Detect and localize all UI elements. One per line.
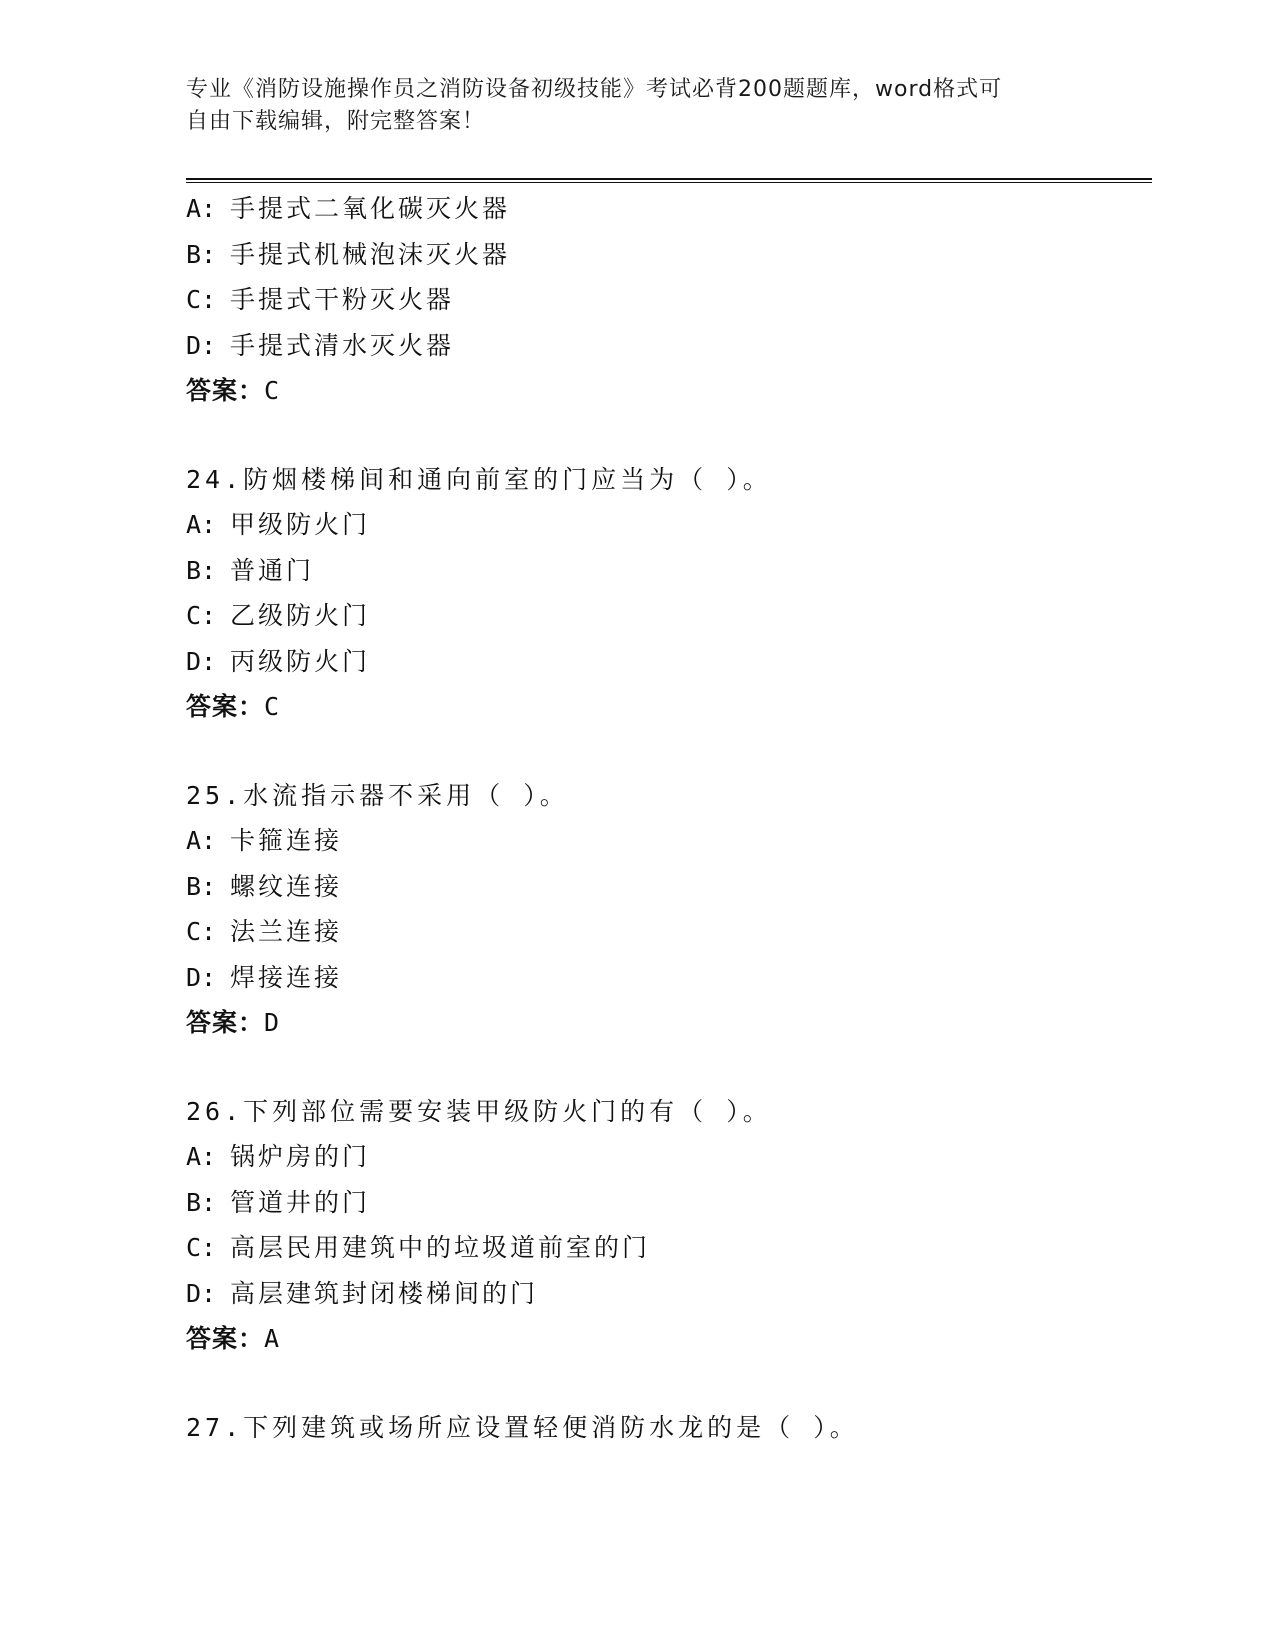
answer-label: 答案： bbox=[186, 376, 265, 405]
question-text: 25.水流指示器不采用（ ）。 bbox=[186, 780, 569, 810]
option-label: C: bbox=[186, 1233, 217, 1262]
option-label: B: bbox=[186, 239, 217, 269]
option-text: 乙级防火门 bbox=[230, 601, 371, 630]
option-d bbox=[186, 955, 1146, 1001]
option-label: B: bbox=[186, 555, 217, 585]
answer-label: 答案： bbox=[186, 692, 265, 721]
option-text: 甲级防火门 bbox=[230, 510, 371, 539]
option-b bbox=[186, 1180, 1146, 1226]
answer-line bbox=[186, 1000, 1146, 1046]
answer-value: C bbox=[264, 376, 281, 405]
option-text: 手提式干粉灭火器 bbox=[230, 285, 455, 314]
answer-value: A bbox=[264, 1324, 281, 1353]
answer-label: 答案： bbox=[186, 1324, 265, 1353]
option-a bbox=[186, 502, 1146, 548]
option-text: 螺纹连接 bbox=[230, 871, 343, 901]
option-label: D: bbox=[186, 962, 217, 992]
option-a bbox=[186, 818, 1146, 864]
option-text: 管道井的门 bbox=[230, 1187, 371, 1217]
option-text: 手提式清水灭火器 bbox=[230, 330, 455, 360]
question-text: 24.防烟楼梯间和通向前室的门应当为（ ）。 bbox=[186, 464, 772, 494]
option-text: 高层民用建筑中的垃圾道前室的门 bbox=[230, 1233, 651, 1262]
option-label: B: bbox=[186, 1187, 217, 1217]
option-label: D: bbox=[186, 1278, 217, 1308]
answer-line bbox=[186, 1316, 1146, 1362]
question-list bbox=[186, 186, 1146, 1450]
question-26 bbox=[186, 1089, 1146, 1362]
option-c bbox=[186, 277, 1146, 323]
option-c bbox=[186, 593, 1146, 639]
option-text: 卡箍连接 bbox=[230, 826, 343, 855]
answer-line bbox=[186, 684, 1146, 730]
option-label: C: bbox=[186, 285, 217, 314]
option-text: 焊接连接 bbox=[230, 962, 343, 992]
option-text: 丙级防火门 bbox=[230, 646, 371, 676]
option-label: A: bbox=[186, 1142, 217, 1171]
option-b bbox=[186, 232, 1146, 278]
option-label: A: bbox=[186, 826, 217, 855]
question-24 bbox=[186, 457, 1146, 730]
header-line-2: 自由下载编辑，附完整答案！ bbox=[186, 109, 486, 134]
question-27 bbox=[186, 1405, 1146, 1451]
answer-line bbox=[186, 368, 1146, 414]
option-a bbox=[186, 186, 1146, 232]
option-c bbox=[186, 909, 1146, 955]
option-c bbox=[186, 1225, 1146, 1271]
option-text: 锅炉房的门 bbox=[230, 1142, 371, 1171]
option-a bbox=[186, 1134, 1146, 1180]
option-b bbox=[186, 864, 1146, 910]
question-25 bbox=[186, 773, 1146, 1046]
question-23-continued bbox=[186, 186, 1146, 414]
option-b bbox=[186, 548, 1146, 594]
question-text: 26.下列部位需要安装甲级防火门的有（ ）。 bbox=[186, 1096, 772, 1126]
option-label: C: bbox=[186, 601, 217, 630]
option-d bbox=[186, 323, 1146, 369]
option-d bbox=[186, 639, 1146, 685]
option-label: D: bbox=[186, 646, 217, 676]
option-text: 法兰连接 bbox=[230, 917, 343, 946]
option-text: 手提式机械泡沫灭火器 bbox=[230, 239, 511, 269]
answer-value: C bbox=[264, 692, 281, 721]
option-label: D: bbox=[186, 330, 217, 360]
option-label: B: bbox=[186, 871, 217, 901]
option-text: 普通门 bbox=[230, 555, 315, 585]
answer-value: D bbox=[264, 1008, 281, 1037]
answer-label: 答案： bbox=[186, 1008, 265, 1037]
header-line-1: 专业《消防设施操作员之消防设备初级技能》考试必背200题题库，word格式可 bbox=[186, 77, 1003, 102]
header-divider bbox=[186, 178, 1152, 184]
option-label: A: bbox=[186, 510, 217, 539]
document-header bbox=[186, 74, 1066, 138]
option-text: 手提式二氧化碳灭火器 bbox=[230, 194, 511, 223]
option-text: 高层建筑封闭楼梯间的门 bbox=[230, 1278, 539, 1308]
question-text: 27.下列建筑或场所应设置轻便消防水龙的是（ ）。 bbox=[186, 1412, 859, 1442]
option-label: C: bbox=[186, 917, 217, 946]
option-label: A: bbox=[186, 194, 217, 223]
option-d bbox=[186, 1271, 1146, 1317]
